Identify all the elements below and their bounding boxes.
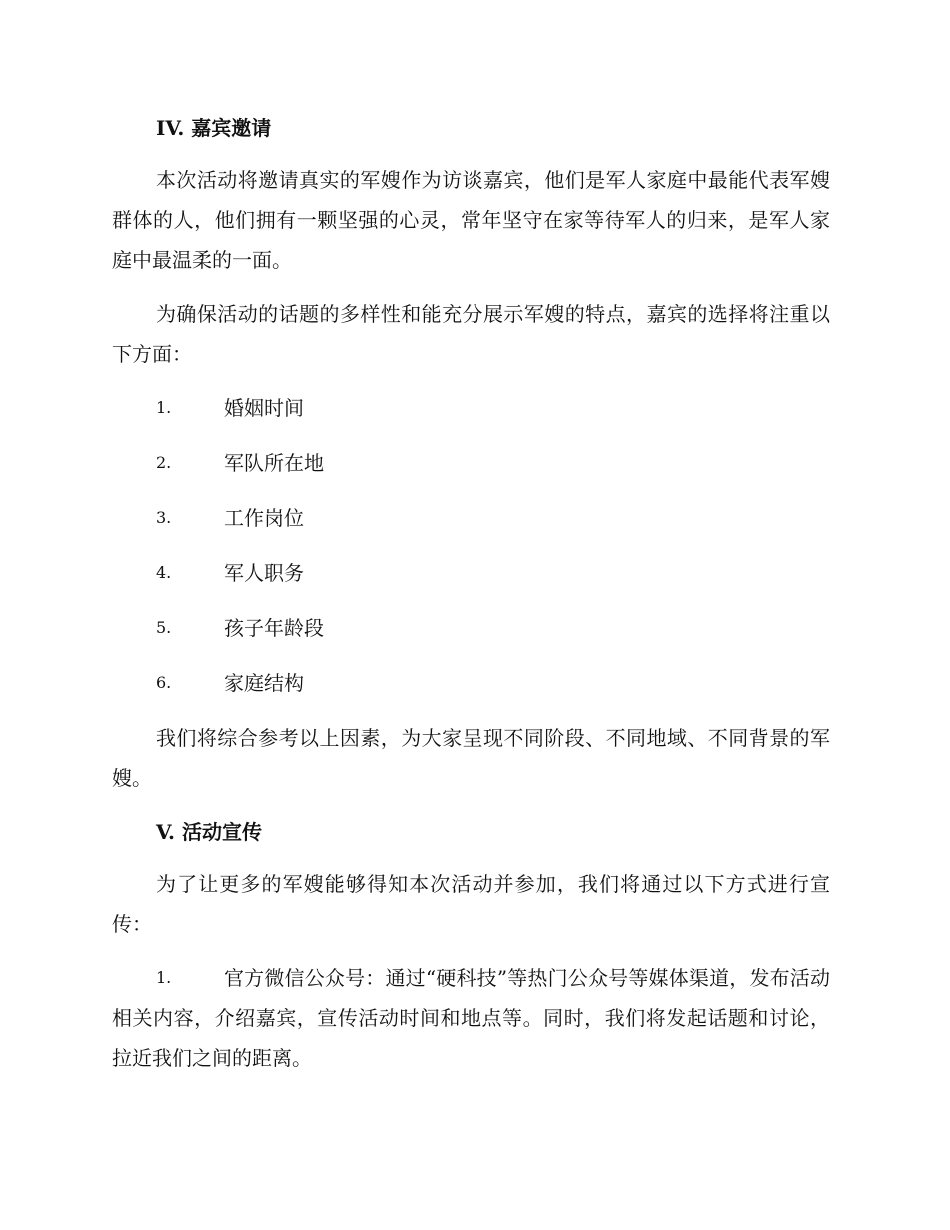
list-item-text: 孩子年龄段 [224, 616, 324, 640]
list-item-text: 家庭结构 [224, 671, 304, 695]
document-page [112, 108, 830, 1092]
list-item-text: 工作岗位 [224, 506, 304, 530]
list-item [112, 388, 830, 428]
list-item-text: 婚姻时间 [224, 396, 304, 420]
list-item [112, 608, 830, 648]
paragraph-promotion-intro: 为了让更多的军嫂能够得知本次活动并参加，我们将通过以下方式进行宣传： [112, 872, 830, 936]
paragraph-closing: 我们将综合参考以上因素，为大家呈现不同阶段、不同地域、不同背景的军嫂。 [112, 726, 830, 790]
list-item [112, 498, 830, 538]
list-item-text: 军队所在地 [224, 451, 324, 475]
list-item-number: 6. [156, 673, 172, 692]
list-item-number: 1. [156, 398, 172, 417]
paragraph-guest-intro: 本次活动将邀请真实的军嫂作为访谈嘉宾，他们是军人家庭中最能代表军嫂群体的人，他们拥有一颗坚强的心灵，常年坚守在家等待军人的归来，是军人家庭中最温柔的一面。 [112, 168, 830, 272]
criteria-list [112, 388, 830, 703]
list-item [112, 663, 830, 703]
list-item [112, 553, 830, 593]
section-heading-guest-invitation: IV. 嘉宾邀请 [156, 116, 272, 140]
section-heading-promotion: V. 活动宣传 [156, 820, 262, 844]
list-item-number: 1. [156, 968, 172, 987]
list-item [112, 958, 830, 1078]
list-item-number: 4. [156, 563, 172, 582]
list-item [112, 443, 830, 483]
paragraph-selection-criteria: 为确保活动的话题的多样性和能充分展示军嫂的特点，嘉宾的选择将注重以下方面： [112, 302, 830, 366]
list-item-number: 5. [156, 618, 172, 637]
list-item-number: 2. [156, 453, 172, 472]
list-item-text: 官方微信公众号：通过“硬科技”等热门公众号等媒体渠道，发布活动相关内容，介绍嘉宾，宣传活动时间和地点等。同时，我们将发起话题和讨论，拉近我们之间的距离。 [112, 966, 830, 1070]
list-item-text: 军人职务 [224, 561, 304, 585]
list-item-number: 3. [156, 508, 172, 527]
